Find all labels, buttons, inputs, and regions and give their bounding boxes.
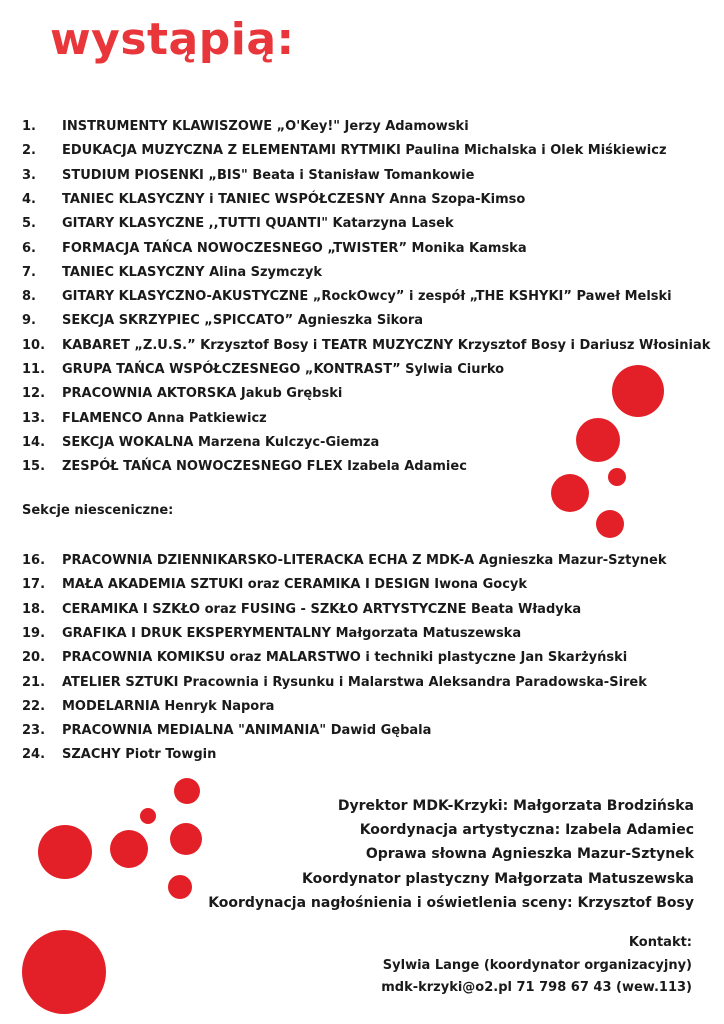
list-item-title: FORMACJA TAŃCA NOWOCZESNEGO „TWISTER” — [62, 240, 407, 256]
credit-line: Dyrektor MDK-Krzyki: Małgorzata Brodzińska — [337, 798, 694, 814]
page-title: wystąpią: — [50, 14, 295, 65]
list-item-title: KABARET „Z.U.S.” — [62, 337, 196, 353]
list-item-number: 23. — [22, 723, 46, 739]
list-item-text — [62, 455, 467, 479]
list-item-text — [62, 309, 423, 333]
list-item-number: 20. — [22, 650, 46, 666]
list-item-text — [62, 695, 274, 719]
list-item-title: MODELARNIA — [62, 698, 160, 714]
list-item-person: Katarzyna Lasek — [327, 216, 454, 232]
list-item-person: Agnieszka Sikora — [293, 313, 424, 329]
list-item-number: 18. — [22, 601, 46, 617]
list-item-title: TANIEC KLASYCZNY i TANIEC WSPÓŁCZESNY — [62, 191, 385, 207]
list-item-title: STUDIUM PIOSENKI „BIS" — [62, 167, 248, 183]
decorative-dot — [551, 474, 589, 512]
list-item-title: PRACOWNIA DZIENNIKARSKO-LITERACKA ECHA Z MDK-A — [62, 553, 475, 568]
list-item-text — [62, 139, 667, 163]
list-item-number: 22. — [22, 698, 46, 714]
list-item-title: TANIEC KLASYCZNY — [62, 264, 205, 280]
list-item-title: PRACOWNIA MEDIALNA "ANIMANIA" — [62, 723, 327, 739]
list-item-title: GITARY KLASYCZNO-AKUSTYCZNE „RockOwcy” i zespół „THE KSHYKI” — [62, 289, 572, 305]
list-item-title: GRAFIKA I DRUK EKSPERYMENTALNY — [62, 625, 332, 641]
list-item-person: Małgorzata Matuszewska — [331, 625, 522, 641]
list-item-person: Jakub Grębski — [236, 386, 343, 402]
decorative-dot — [170, 823, 202, 855]
list-item-title: SZACHY — [62, 747, 121, 763]
decorative-dot — [110, 830, 148, 868]
list-item-title: PRACOWNIA AKTORSKA — [62, 386, 237, 402]
list-item-text — [62, 334, 710, 358]
list-item-title: CERAMIKA I SZKŁO oraz FUSING - SZKŁO ARTYSTYCZNE — [62, 601, 467, 617]
contact-block — [381, 932, 692, 1000]
list-item-title: GITARY KLASYCZNE ,,TUTTI QUANTI" — [62, 216, 328, 232]
list-item-person: Paulina Michalska i Olek Miśkiewicz — [400, 143, 667, 159]
list-item-title: MAŁA AKADEMIA SZTUKI oraz CERAMIKA I DESIGN — [62, 577, 430, 593]
decorative-dot — [22, 930, 106, 1014]
decorative-dot — [38, 825, 92, 879]
list-item-text — [62, 237, 527, 261]
list-item-number: 10. — [22, 337, 46, 353]
contact-details: mdk-krzyki@o2.pl 71 798 67 43 (wew.113) — [381, 980, 692, 995]
list-item-number: 17. — [22, 577, 46, 593]
list-item-person: Marzena Kulczyc-Giemza — [193, 434, 380, 450]
list-item-text — [62, 743, 216, 767]
list-item-text — [62, 212, 454, 236]
list-item-person: Iwona Gocyk — [429, 577, 528, 593]
list-item-text — [62, 549, 667, 573]
list-item-number: 6. — [22, 240, 36, 256]
list-item-number: 4. — [22, 191, 36, 207]
list-item-person: Henryk Napora — [159, 698, 275, 714]
list-item-text — [62, 573, 527, 597]
list-item-person: Piotr Towgin — [120, 747, 217, 763]
list-item-person: Sylwia Ciurko — [400, 362, 505, 377]
credit-line: Koordynacja artystyczna: Izabela Adamiec — [359, 822, 694, 839]
decorative-dot — [596, 510, 624, 538]
list-item-person: Jerzy Adamowski — [340, 119, 469, 134]
credit-line: Koordynacja nagłośnienia i oświetlenia sceny: Krzysztof Bosy — [208, 894, 694, 911]
list-item-number: 2. — [22, 143, 36, 159]
credit-line: Koordynator plastyczny Małgorzata Matuszewska — [302, 870, 694, 887]
decorative-dot — [174, 778, 200, 804]
list-item-person: i techniki plastyczne Jan Skarżyński — [360, 650, 628, 666]
list-item-person: Beata i Stanisław Tomankowie — [247, 167, 475, 183]
contact-person: Sylwia Lange (koordynator organizacyjny) — [382, 957, 692, 973]
list-item-number: 12. — [22, 386, 46, 402]
decorative-dot — [140, 808, 156, 824]
credits-block — [208, 794, 694, 915]
list-item-person: Dawid Gębala — [326, 723, 432, 739]
list-item-text — [62, 115, 469, 139]
list-item-text — [62, 646, 627, 670]
list-item-person: Pracownia i Rysunku i Malarstwa Aleksandra Paradowska-Sirek — [178, 674, 647, 690]
list-item-text — [62, 622, 521, 646]
list-item-number: 8. — [22, 289, 36, 305]
list-item-person: Alina Szymczyk — [204, 264, 322, 280]
list-item-number: 14. — [22, 434, 46, 450]
list-item-text — [62, 261, 322, 285]
list-item-text — [62, 285, 672, 309]
list-item-person: Monika Kamska — [407, 240, 527, 256]
list-item-title: INSTRUMENTY KLAWISZOWE „O'Key!" — [62, 119, 341, 134]
list-item-person: Izabela Adamiec — [342, 459, 467, 475]
list-item-text — [62, 671, 647, 695]
section-label: Sekcje niesceniczne: — [22, 503, 174, 518]
decorative-dot — [612, 365, 664, 417]
list-item-text — [62, 164, 474, 188]
list-item-title: EDUKACJA MUZYCZNA Z ELEMENTAMI RYTMIKI — [62, 143, 401, 159]
list-item-number: 13. — [22, 410, 46, 426]
list-item-text — [62, 719, 431, 743]
list-item-text — [62, 382, 342, 406]
list-item-title: ATELIER SZTUKI — [62, 674, 179, 690]
list-item-text — [62, 407, 267, 431]
list-item-number: 3. — [22, 167, 36, 183]
list-item-number: 7. — [22, 264, 36, 280]
list-item-person: Beata Władyka — [466, 601, 582, 617]
contact-label: Kontakt: — [628, 935, 692, 950]
decorative-dot — [168, 875, 192, 899]
list-item-number: 5. — [22, 216, 36, 232]
list-item-person: Anna Patkiewicz — [142, 410, 267, 426]
list-item-number: 16. — [22, 553, 46, 568]
list-item-number: 9. — [22, 313, 36, 329]
list-item-number: 21. — [22, 674, 46, 690]
list-item-person: Agnieszka Mazur-Sztynek — [474, 553, 667, 568]
list-item-person: Anna Szopa-Kimso — [384, 191, 526, 207]
list-item-number: 15. — [22, 459, 46, 475]
list-item-title: ZESPÓŁ TAŃCA NOWOCZESNEGO FLEX — [62, 459, 343, 475]
list-item-number: 11. — [22, 362, 46, 377]
list-item-number: 24. — [22, 747, 46, 763]
list-item-title: FLAMENCO — [62, 410, 143, 426]
list-item-person: Krzysztof Bosy i TEATR MUZYCZNY Krzysztof Bosy i Dariusz Włosiniak — [195, 337, 711, 353]
list-item-text — [62, 358, 504, 382]
credit-line: Oprawa słowna Agnieszka Mazur-Sztynek — [365, 846, 694, 863]
list-item-text — [62, 188, 525, 212]
list-item-title: SEKCJA SKRZYPIEC „SPICCATO” — [62, 313, 294, 329]
decorative-dot — [576, 418, 620, 462]
list-item-title: GRUPA TAŃCA WSPÓŁCZESNEGO „KONTRAST” — [62, 362, 401, 377]
list-item-number: 1. — [22, 119, 36, 134]
list-item-title: PRACOWNIA KOMIKSU oraz MALARSTWO — [62, 650, 361, 666]
list-item-text — [62, 431, 379, 455]
decorative-dot — [608, 468, 626, 486]
list-item-number: 19. — [22, 625, 46, 641]
list-item-text — [62, 598, 581, 622]
list-item-title: SEKCJA WOKALNA — [62, 434, 194, 450]
list-item-person: Paweł Melski — [571, 289, 672, 305]
